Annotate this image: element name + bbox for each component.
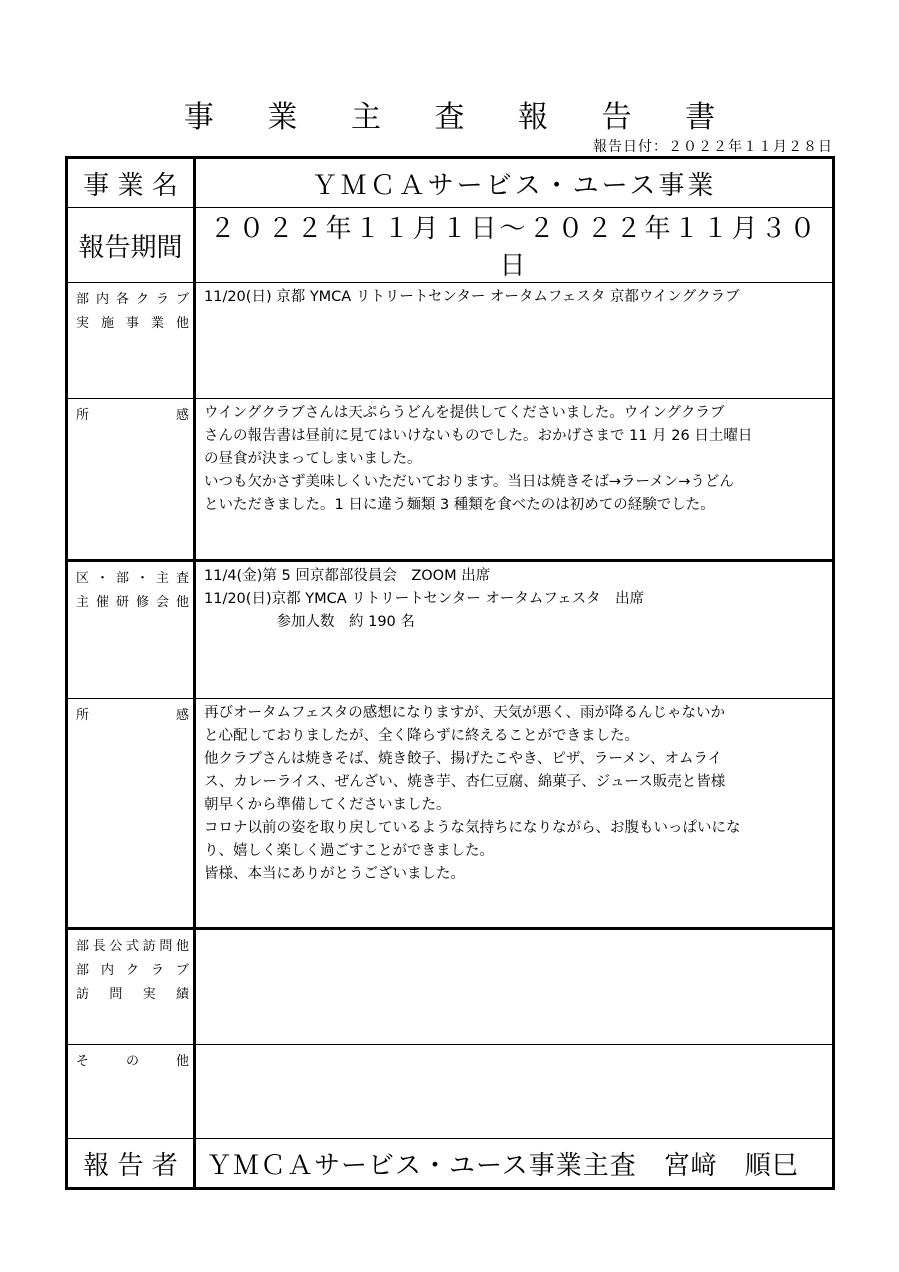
row-period [67, 208, 834, 283]
project-name-label: 事 業 名 [67, 158, 195, 208]
row-other [67, 1045, 834, 1139]
official-visits-label [67, 929, 195, 1045]
impression-2-label [67, 699, 195, 929]
row-impression-1 [67, 399, 834, 561]
text-line: ウイングクラブさんは天ぷらうどんを提供してくださいました。ウイングクラブ [204, 405, 725, 421]
text-line: いつも欠かさず美味しくいただいております。当日は焼きそば→ラーメン→うどん [204, 474, 734, 490]
label-line: そ の 他 [76, 1054, 189, 1069]
official-visits-text [195, 929, 834, 1045]
label-line: 主催研修会他 [76, 595, 189, 610]
period-value: ２０２２年１１月１日～２０２２年１１月３０日 [195, 208, 834, 283]
text-line: り、嬉しく楽しく過ごすことができました。 [204, 843, 494, 859]
text-line: 11/20(日) 京都 YMCA リトリートセンター オータムフェスタ 京都ウイングクラブ [204, 289, 740, 305]
text-line: コロナ以前の姿を取り戻しているような気持ちになりながら、お腹もいっぱいにな [204, 820, 741, 836]
text-line: 11/20(日)京都 YMCA リトリートセンター オータムフェスタ 出席 [204, 591, 645, 607]
period-label: 報告期間 [67, 208, 195, 283]
label-line: 区・部・主査 [76, 571, 189, 586]
label-line: 実施事業他 [76, 316, 189, 331]
club-activities-text [195, 283, 834, 399]
district-events-text [195, 561, 834, 699]
label-line: 訪問実績 [76, 987, 189, 1002]
impression-1-text [195, 399, 834, 561]
label-line: 部内各クラブ [76, 292, 189, 307]
other-text [195, 1045, 834, 1139]
impression-2-text [195, 699, 834, 929]
label-line: 所 感 [76, 708, 189, 723]
document-title: 事 業 主 査 報 告 書 [183, 100, 738, 135]
text-line: 11/4(金)第 5 回京都部役員会 ZOOM 出席 [204, 568, 491, 584]
text-line: の昼食が決まってしまいました。 [204, 451, 422, 467]
row-official-visits [67, 929, 834, 1045]
text-line: 再びオータムフェスタの感想になりますが、天気が悪く、雨が降るんじゃないか [204, 705, 725, 721]
project-name-value: ＹＭＣＡサービス・ユース事業 [195, 158, 834, 208]
text-line: 皆様、本当にありがとうございました。 [204, 866, 465, 882]
label-line: 部長公式訪問他 [76, 939, 189, 954]
report-form [65, 156, 835, 1190]
other-label [67, 1045, 195, 1139]
label-line: 部内クラブ [76, 963, 189, 978]
row-club-activities [67, 283, 834, 399]
row-project-name [67, 158, 834, 208]
row-district-events [67, 561, 834, 699]
text-line: 朝早くから準備してくださいました。 [204, 797, 451, 813]
text-line: といただきました。1 日に違う麺類 3 種類を食べたのは初めての経験でした。 [204, 497, 715, 513]
text-line: さんの報告書は昼前に見てはいけないものでした。おかげさまで 11 月 26 日土曜日 [204, 428, 753, 444]
row-impression-2 [67, 699, 834, 929]
text-line: 参加人数 約 190 名 [204, 614, 415, 630]
report-date: 報告日付：２０２２年１１月２８日 [593, 139, 833, 155]
club-activities-label [67, 283, 195, 399]
row-reporter [67, 1139, 834, 1189]
text-line: ス、カレーライス、ぜんざい、焼き芋、杏仁豆腐、綿菓子、ジュース販売と皆様 [204, 774, 726, 790]
district-events-label [67, 561, 195, 699]
impression-1-label [67, 399, 195, 561]
text-line: 他クラブさんは焼きそば、焼き餃子、揚げたこやき、ピザ、ラーメン、オムライ [204, 751, 723, 767]
reporter-label: 報 告 者 [67, 1139, 195, 1189]
text-line: と心配しておりましたが、全く降らずに終えることができました。 [204, 728, 639, 744]
reporter-value: ＹＭＣＡサービス・ユース事業主査 宮﨑 順巳 [195, 1139, 834, 1189]
label-line: 所 感 [76, 408, 189, 423]
